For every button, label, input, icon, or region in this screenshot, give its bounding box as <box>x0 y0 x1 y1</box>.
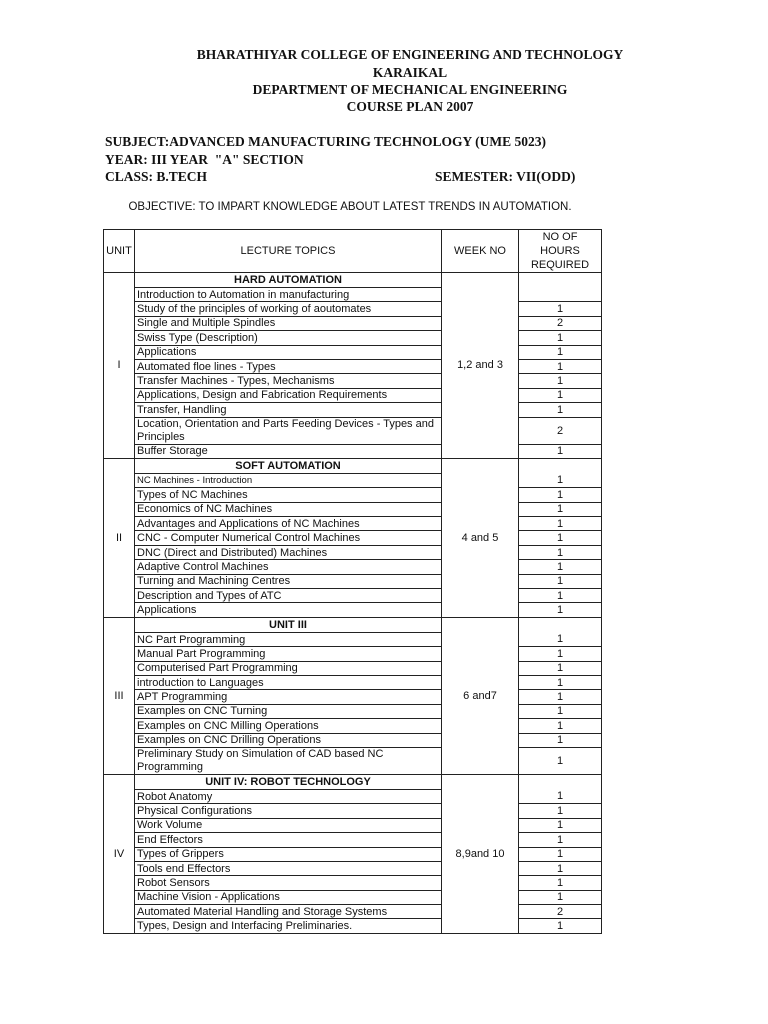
table-row <box>104 890 602 904</box>
year-line: YEAR: III YEAR "A" SECTION <box>105 152 304 167</box>
header-hours-line3: REQUIRED <box>530 259 590 271</box>
unit-title-row <box>104 774 602 789</box>
lecture-topic: Work Volume <box>135 818 442 832</box>
hours-required: 1 <box>519 374 602 388</box>
header-hours-line1: NO OF <box>542 231 578 243</box>
unit-week-no: 4 and 5 <box>442 458 519 617</box>
table-row <box>104 403 602 417</box>
hours-cell-blank <box>519 774 602 789</box>
unit-title-row <box>104 273 602 288</box>
table-row <box>104 804 602 818</box>
table-row <box>104 288 602 302</box>
objective-text: OBJECTIVE: TO IMPART KNOWLEDGE ABOUT LATEST TRENDS IN AUTOMATION. <box>128 201 572 213</box>
lecture-topic: Automated floe lines - Types <box>135 359 442 373</box>
hours-required: 2 <box>519 417 602 444</box>
table-row <box>104 905 602 919</box>
course-plan-table <box>103 229 602 934</box>
hours-required: 1 <box>519 675 602 689</box>
hours-required: 1 <box>519 444 602 458</box>
hours-required: 1 <box>519 661 602 675</box>
lecture-topic: CNC - Computer Numerical Control Machines <box>135 531 442 545</box>
lecture-topic: Examples on CNC Drilling Operations <box>135 733 442 747</box>
lecture-topic: Applications <box>135 345 442 359</box>
lecture-topic: introduction to Languages <box>135 675 442 689</box>
lecture-topic: APT Programming <box>135 690 442 704</box>
table-row <box>104 316 602 330</box>
table-row <box>104 789 602 803</box>
unit-number: I <box>104 273 135 459</box>
table-row <box>104 517 602 531</box>
table-row <box>104 818 602 832</box>
hours-required: 1 <box>519 331 602 345</box>
lecture-topic: DNC (Direct and Distributed) Machines <box>135 545 442 559</box>
table-row <box>104 690 602 704</box>
lecture-topic: Automated Material Handling and Storage Systems <box>135 905 442 919</box>
table-row <box>104 388 602 402</box>
table-row <box>104 444 602 458</box>
hours-required: 1 <box>519 789 602 803</box>
hours-required: 1 <box>519 919 602 933</box>
hours-required: 1 <box>519 690 602 704</box>
table-row <box>104 331 602 345</box>
header-week-no: WEEK NO <box>442 230 519 273</box>
lecture-topic: Transfer, Handling <box>135 403 442 417</box>
unit-title-row <box>104 617 602 632</box>
table-row <box>104 502 602 516</box>
table-row <box>104 545 602 559</box>
lecture-topic: Manual Part Programming <box>135 647 442 661</box>
table-row <box>104 861 602 875</box>
table-row <box>104 733 602 747</box>
hours-cell-blank <box>519 617 602 632</box>
unit-section-title: HARD AUTOMATION <box>135 273 442 288</box>
lecture-topic: Physical Configurations <box>135 804 442 818</box>
lecture-topic: Applications, Design and Fabrication Requirements <box>135 388 442 402</box>
table-row <box>104 675 602 689</box>
lecture-topic: Types, Design and Interfacing Preliminaries. <box>135 919 442 933</box>
lecture-topic: Buffer Storage <box>135 444 442 458</box>
hours-required: 1 <box>519 704 602 718</box>
lecture-topic: Types of NC Machines <box>135 488 442 502</box>
course-plan-title: COURSE PLAN 2007 <box>346 99 474 114</box>
hours-required: 1 <box>519 804 602 818</box>
lecture-topic: Swiss Type (Description) <box>135 331 442 345</box>
hours-required: 1 <box>519 502 602 516</box>
hours-required: 1 <box>519 847 602 861</box>
table-row <box>104 847 602 861</box>
hours-required: 1 <box>519 560 602 574</box>
lecture-topic: Tools end Effectors <box>135 861 442 875</box>
unit-week-no: 8,9and 10 <box>442 774 519 933</box>
hours-required: 1 <box>519 545 602 559</box>
semester-line: SEMESTER: VII(ODD) <box>435 169 576 184</box>
header-hours-line2: HOURS <box>540 245 580 257</box>
table-row <box>104 374 602 388</box>
header-hours-required <box>519 230 602 273</box>
table-row <box>104 661 602 675</box>
hours-required: 1 <box>519 861 602 875</box>
hours-required: 1 <box>519 531 602 545</box>
table-row <box>104 560 602 574</box>
hours-required: 1 <box>519 359 602 373</box>
lecture-topic: Single and Multiple Spindles <box>135 316 442 330</box>
course-plan-body <box>104 230 602 934</box>
lecture-topic: Applications <box>135 603 442 617</box>
hours-required: 1 <box>519 403 602 417</box>
table-row <box>104 704 602 718</box>
lecture-topic: Robot Anatomy <box>135 789 442 803</box>
lecture-topic: NC Part Programming <box>135 632 442 646</box>
hours-required: 1 <box>519 719 602 733</box>
lecture-topic: Location, Orientation and Parts Feeding Devices - Types and Principles <box>135 417 442 444</box>
unit-title-row <box>104 458 602 473</box>
table-row <box>104 345 602 359</box>
hours-required: 1 <box>519 488 602 502</box>
table-row <box>104 417 602 444</box>
table-row <box>104 603 602 617</box>
unit-number: II <box>104 458 135 617</box>
table-row <box>104 647 602 661</box>
table-row <box>104 302 602 316</box>
lecture-topic: NC Machines - Introduction <box>135 473 442 487</box>
hours-required: 1 <box>519 833 602 847</box>
table-row <box>104 359 602 373</box>
unit-week-no: 1,2 and 3 <box>442 273 519 459</box>
lecture-topic: Preliminary Study on Simulation of CAD based NC Programming <box>135 747 442 774</box>
table-row <box>104 531 602 545</box>
lecture-topic: End Effectors <box>135 833 442 847</box>
lecture-topic: Study of the principles of working of aoutomates <box>135 302 442 316</box>
lecture-topic: Examples on CNC Turning <box>135 704 442 718</box>
table-row <box>104 488 602 502</box>
lecture-topic: Advantages and Applications of NC Machines <box>135 517 442 531</box>
hours-required: 1 <box>519 517 602 531</box>
department-name: DEPARTMENT OF MECHANICAL ENGINEERING <box>252 82 568 97</box>
table-row <box>104 919 602 933</box>
lecture-topic: Transfer Machines - Types, Mechanisms <box>135 374 442 388</box>
table-header-row <box>104 230 602 273</box>
lecture-topic: Introduction to Automation in manufacturing <box>135 288 442 302</box>
hours-required: 1 <box>519 647 602 661</box>
unit-section-title: SOFT AUTOMATION <box>135 458 442 473</box>
subject-line: SUBJECT:ADVANCED MANUFACTURING TECHNOLOGY (UME 5023) <box>105 134 547 149</box>
hours-required <box>519 288 602 302</box>
lecture-topic: Robot Sensors <box>135 876 442 890</box>
hours-required: 1 <box>519 574 602 588</box>
hours-required: 1 <box>519 589 602 603</box>
hours-cell-blank <box>519 458 602 473</box>
lecture-topic: Description and Types of ATC <box>135 589 442 603</box>
hours-required: 1 <box>519 733 602 747</box>
unit-section-title: UNIT III <box>135 617 442 632</box>
hours-required: 2 <box>519 905 602 919</box>
table-row <box>104 632 602 646</box>
lecture-topic: Economics of NC Machines <box>135 502 442 516</box>
hours-required: 1 <box>519 603 602 617</box>
lecture-topic: Examples on CNC Milling Operations <box>135 719 442 733</box>
lecture-topic: Machine Vision - Applications <box>135 890 442 904</box>
table-row <box>104 747 602 774</box>
lecture-topic: Types of Grippers <box>135 847 442 861</box>
unit-number: IV <box>104 774 135 933</box>
lecture-topic: Turning and Machining Centres <box>135 574 442 588</box>
hours-required: 1 <box>519 388 602 402</box>
hours-required: 1 <box>519 302 602 316</box>
table-row <box>104 719 602 733</box>
college-place: KARAIKAL <box>372 65 448 80</box>
hours-cell-blank <box>519 273 602 288</box>
hours-required: 1 <box>519 345 602 359</box>
header-unit: UNIT <box>104 230 135 273</box>
hours-required: 1 <box>519 473 602 487</box>
hours-required: 1 <box>519 876 602 890</box>
unit-week-no: 6 and7 <box>442 617 519 774</box>
unit-section-title: UNIT IV: ROBOT TECHNOLOGY <box>135 774 442 789</box>
college-name: BHARATHIYAR COLLEGE OF ENGINEERING AND TECHNOLOGY <box>196 47 624 62</box>
table-row <box>104 833 602 847</box>
class-line: CLASS: B.TECH <box>105 169 208 184</box>
table-row <box>104 876 602 890</box>
hours-required: 1 <box>519 890 602 904</box>
unit-number: III <box>104 617 135 774</box>
lecture-topic: Computerised Part Programming <box>135 661 442 675</box>
table-row <box>104 589 602 603</box>
lecture-topic: Adaptive Control Machines <box>135 560 442 574</box>
hours-required: 1 <box>519 818 602 832</box>
hours-required: 1 <box>519 632 602 646</box>
table-row <box>104 574 602 588</box>
table-row <box>104 473 602 487</box>
hours-required: 2 <box>519 316 602 330</box>
header-lecture-topics: LECTURE TOPICS <box>135 230 442 273</box>
hours-required: 1 <box>519 747 602 774</box>
